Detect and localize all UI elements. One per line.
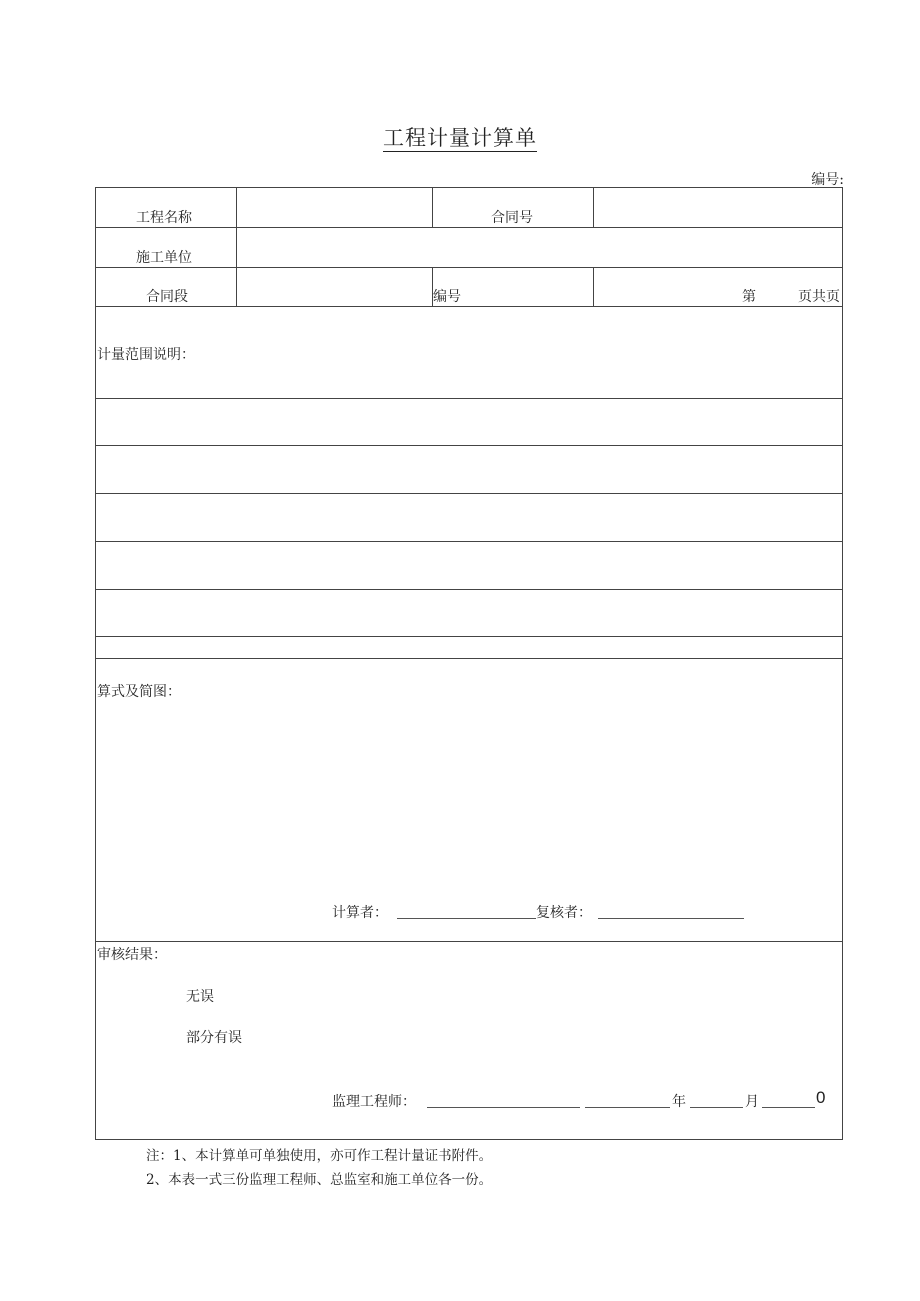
row-divider (96, 267, 842, 268)
page-prefix-label: 第 (742, 289, 756, 305)
row-divider (96, 636, 842, 637)
column-divider (236, 188, 237, 306)
column-divider (593, 188, 594, 227)
row-divider (96, 306, 842, 307)
page-suffix-label: 页共页 (798, 289, 840, 305)
review-option-partial-error: 部分有误 (186, 1030, 242, 1046)
number-label: 编号 (433, 289, 461, 305)
row-divider (96, 658, 842, 659)
calculator-label: 计算者： (332, 905, 388, 921)
month-label: 月 (745, 1094, 759, 1110)
column-divider (432, 188, 433, 227)
day-value: 0 (816, 1088, 826, 1107)
page-title: 工程计量计算单 (383, 126, 537, 150)
review-result-label: 审核结果： (97, 947, 167, 963)
supervisor-signature-line (427, 1107, 580, 1108)
supervisor-label: 监理工程师： (332, 1094, 416, 1110)
row-divider (96, 541, 842, 542)
column-divider (593, 267, 594, 306)
serial-number-label: 编号: (811, 172, 844, 188)
note-1: 注：1、本计算单可单独使用，亦可作工程计量证书附件。 (146, 1148, 493, 1164)
month-line (690, 1107, 743, 1108)
scope-label: 计量范围说明： (97, 347, 195, 363)
row-divider (96, 398, 842, 399)
row-divider (96, 493, 842, 494)
row-divider (96, 941, 842, 942)
calculator-signature-line (397, 918, 536, 919)
note-2: 2、本表一式三份监理工程师、总监室和施工单位各一份。 (146, 1172, 493, 1188)
reviewer-signature-line (598, 918, 744, 919)
year-line (585, 1107, 670, 1108)
row-divider (96, 589, 842, 590)
review-option-correct: 无误 (186, 989, 214, 1005)
row-divider (96, 227, 842, 228)
year-label: 年 (672, 1094, 686, 1110)
reviewer-label: 复核者： (536, 905, 592, 921)
contract-no-label: 合同号 (491, 210, 533, 226)
project-name-label: 工程名称 (136, 210, 192, 226)
row-divider (96, 445, 842, 446)
construction-unit-label: 施工单位 (136, 250, 192, 266)
contract-section-label: 合同段 (146, 289, 188, 305)
day-line (762, 1107, 815, 1108)
measurement-form (95, 187, 843, 1140)
formula-label: 算式及简图： (97, 684, 181, 700)
